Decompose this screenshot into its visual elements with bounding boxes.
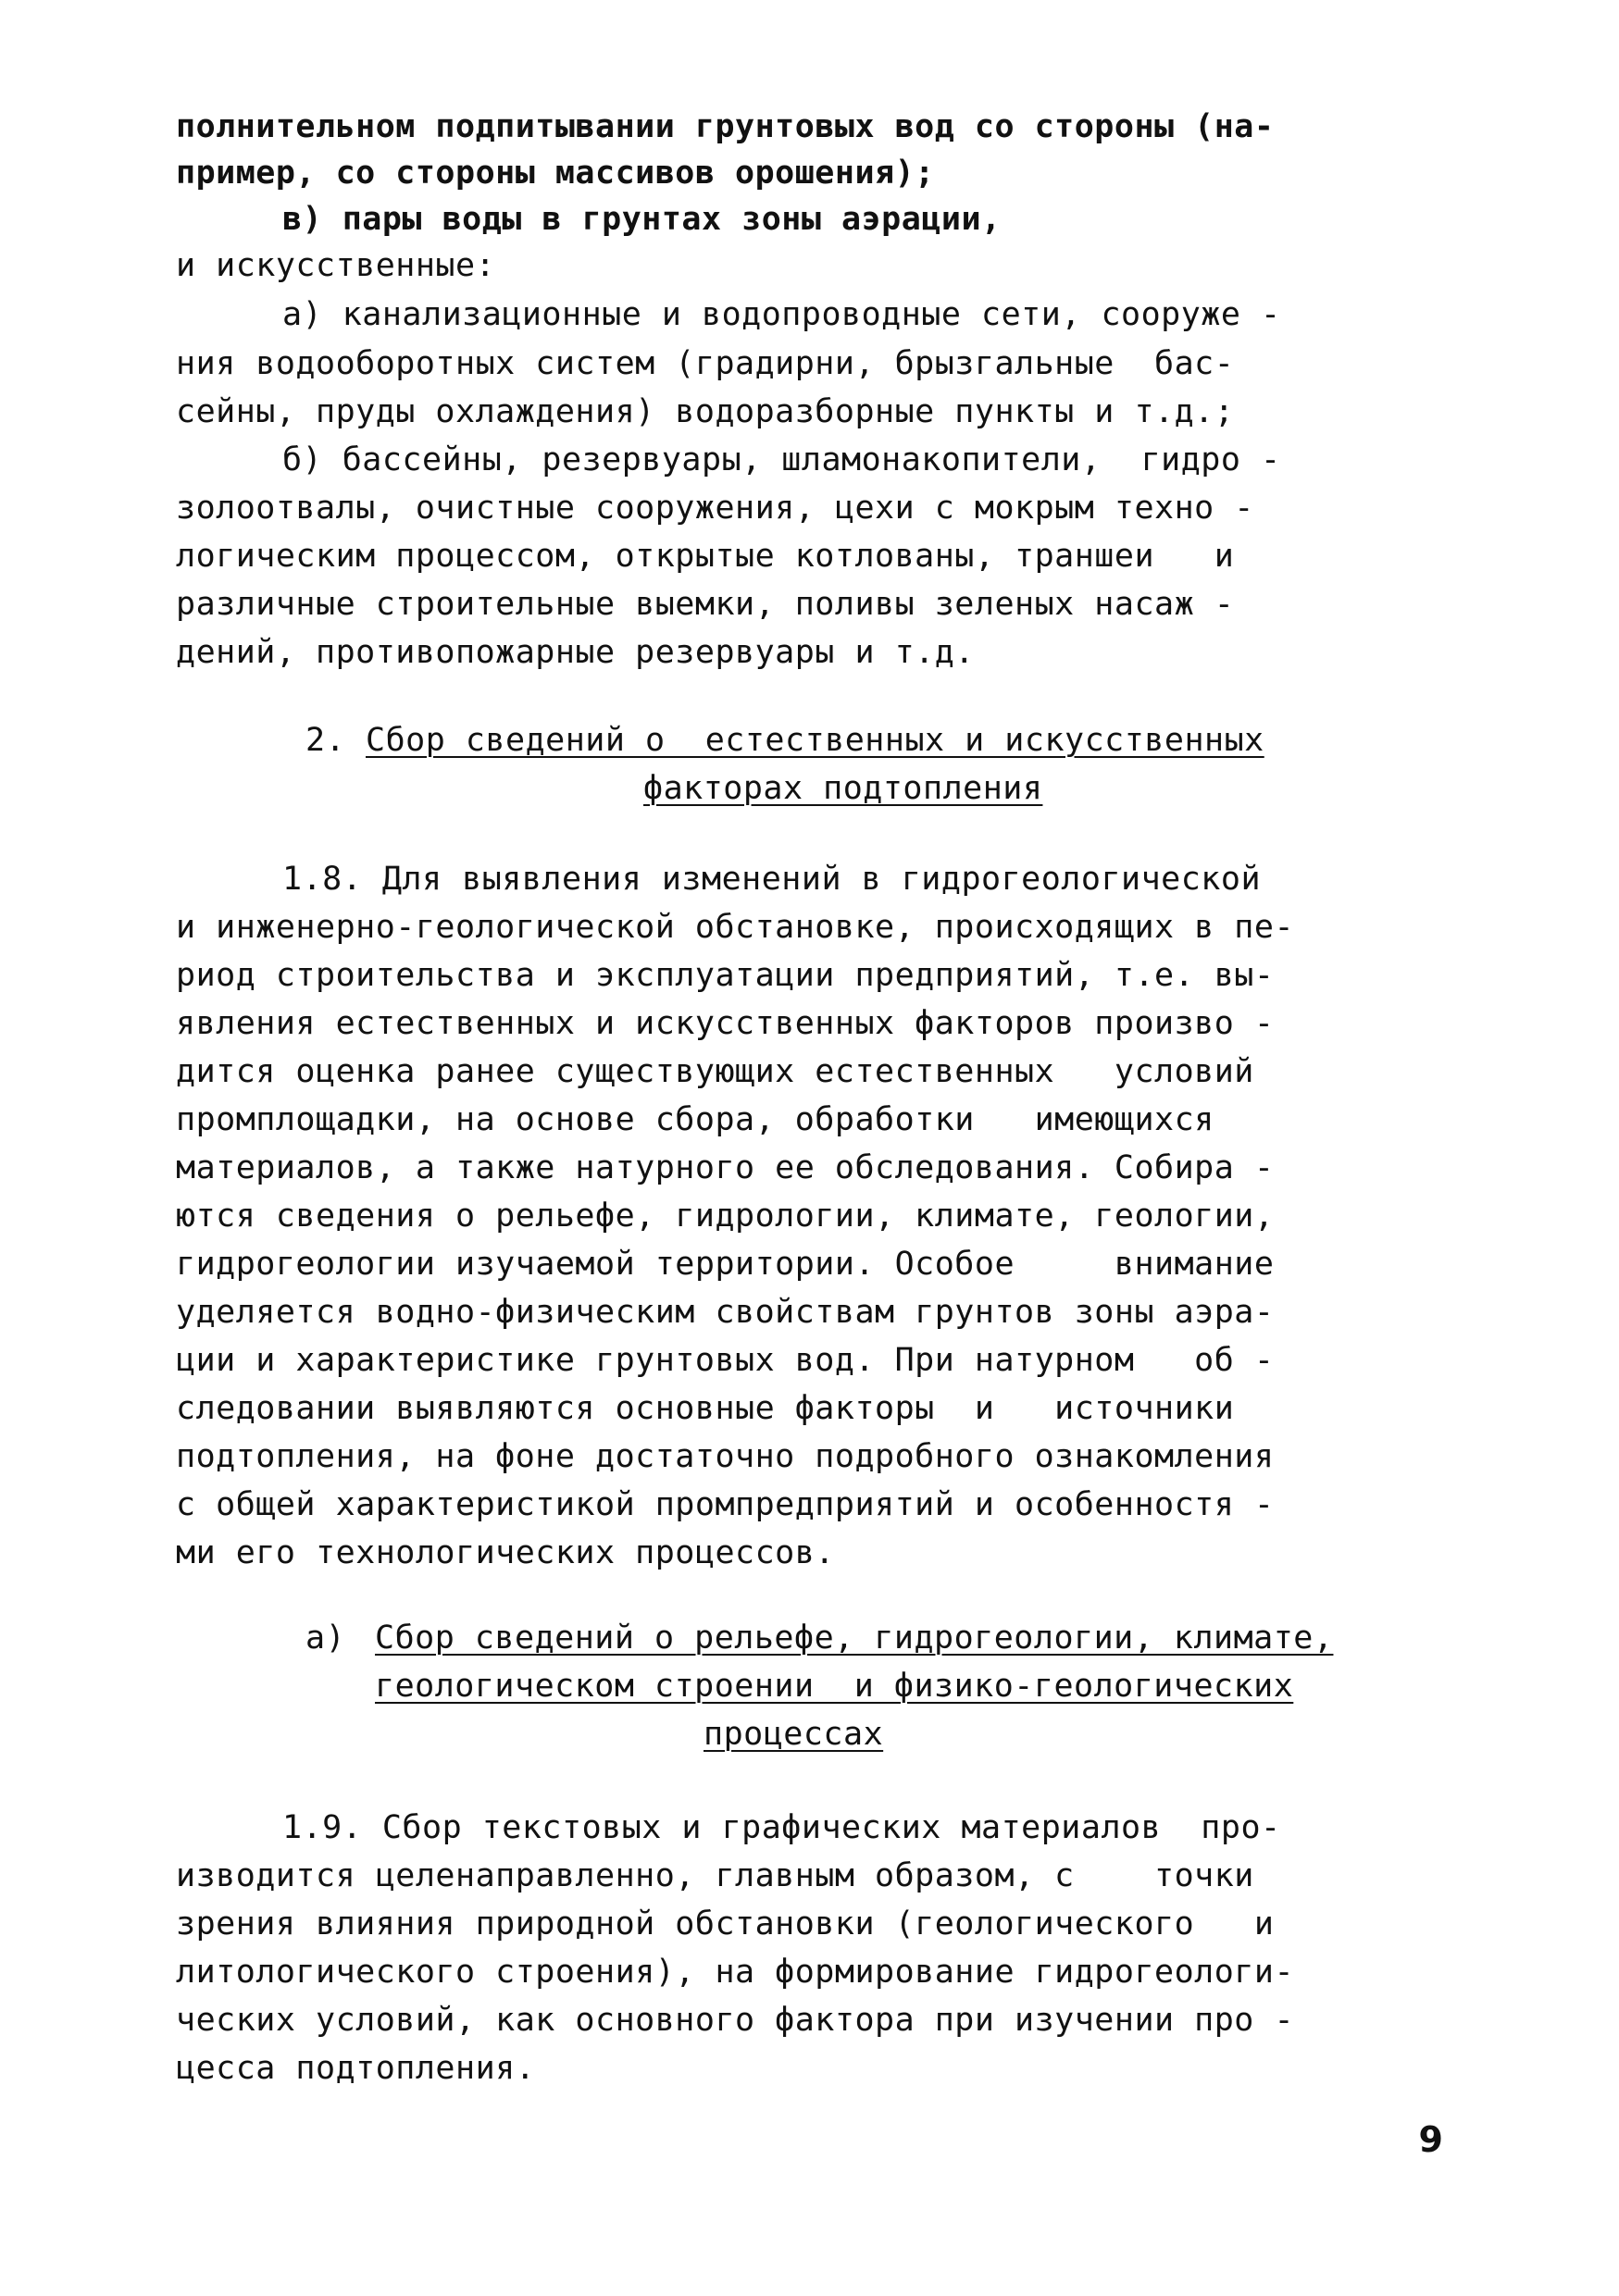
paragraph-line: следовании выявляются основные факторы и источники	[176, 1390, 1235, 1427]
text-line: б) бассейны, резервуары, шламонакопители, гидро -	[282, 441, 1281, 478]
paragraph-line: изводится целенаправленно, главным образом, с точки	[176, 1857, 1254, 1894]
page-number: 9	[1418, 2119, 1443, 2160]
paragraph-line: и инженерно-геологической обстановке, происходящих в пе-	[176, 909, 1295, 946]
paragraph-line: промплощадки, на основе сбора, обработки имеющихся	[176, 1101, 1214, 1138]
text-line: сейны, пруды охлаждения) водоразборные пункты и т.д.;	[176, 393, 1235, 430]
paragraph-line: уделяется водно-физическим свойствам грунтов зоны аэра-	[176, 1294, 1275, 1331]
text-line: пример, со стороны массивов орошения);	[176, 155, 935, 192]
text-line: и искусственные:	[176, 247, 496, 284]
paragraph-line: ются сведения о рельефе, гидрологии, климате, геологии,	[176, 1198, 1275, 1235]
text-line: логическим процессом, открытые котлованы, траншеи и	[176, 538, 1235, 575]
paragraph-line: дится оценка ранее существующих естественных условий	[176, 1053, 1254, 1090]
text-line: ния водооборотных систем (градирни, брызгальные бас-	[176, 345, 1235, 382]
section-title-line-2: факторах подтопления	[643, 770, 1043, 807]
paragraph-line: ческих условий, как основного фактора при изучении про -	[176, 2002, 1295, 2039]
section-number: 2.	[305, 722, 346, 759]
text-line: полнительном подпитывании грунтовых вод со стороны (на-	[176, 108, 1275, 145]
text-line: золоотвалы, очистные сооружения, цехи с мокрым техно -	[176, 490, 1254, 527]
paragraph-line: ми его технологических процессов.	[176, 1534, 835, 1571]
paragraph-line: зрения влияния природной обстановки (геологического и	[176, 1905, 1275, 1942]
paragraph-line: риод строительства и эксплуатации предприятий, т.е. вы-	[176, 957, 1275, 994]
paragraph-line: с общей характеристикой промпредприятий и особенностя -	[176, 1486, 1275, 1523]
paragraph-line: литологического строения), на формирование гидрогеологи-	[176, 1954, 1295, 1991]
paragraph-line: материалов, а также натурного ее обследования. Собира -	[176, 1149, 1275, 1186]
subsection-title-line-1: Сбор сведений о рельефе, гидрогеологии, климате,	[375, 1620, 1334, 1657]
subsection-title-line-2: геологическом строении и физико-геологических	[375, 1668, 1294, 1705]
section-title-line-1: Сбор сведений о естественных и искусственных	[366, 722, 1264, 759]
paragraph-line: 1.9. Сбор текстовых и графических материалов про-	[282, 1809, 1281, 1846]
text-line: дений, противопожарные резервуары и т.д.	[176, 634, 975, 671]
paragraph-line: явления естественных и искусственных факторов произво -	[176, 1005, 1275, 1042]
paragraph-line: ции и характеристике грунтовых вод. При натурном об -	[176, 1342, 1275, 1379]
paragraph-line: цесса подтопления.	[176, 2050, 536, 2087]
paragraph-line: подтопления, на фоне достаточно подробного ознакомления	[176, 1438, 1275, 1475]
paragraph-line: гидрогеологии изучаемой территории. Особое внимание	[176, 1246, 1275, 1283]
paragraph-line: 1.8. Для выявления изменений в гидрогеологической	[282, 861, 1262, 898]
text-line: различные строительные выемки, поливы зеленых насаж -	[176, 586, 1235, 623]
text-line: а) канализационные и водопроводные сети, сооруже -	[282, 296, 1281, 333]
subsection-title-line-3: процессах	[704, 1716, 884, 1753]
subsection-label: а)	[305, 1620, 346, 1657]
text-line: в) пары воды в грунтах зоны аэрации,	[282, 201, 1002, 238]
